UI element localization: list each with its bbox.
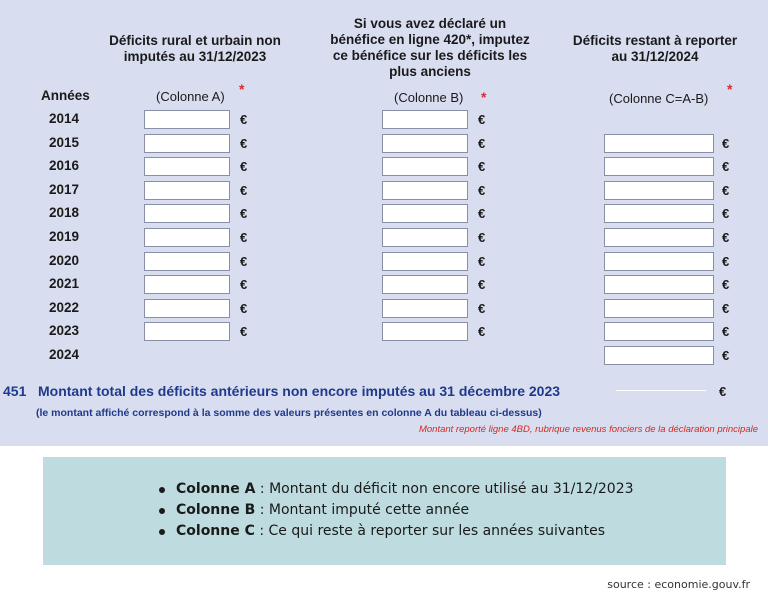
colB-input[interactable] xyxy=(382,299,468,318)
euro-sign: € xyxy=(478,301,486,316)
year-label: 2021 xyxy=(49,276,80,291)
colB-required-mark: * xyxy=(481,89,487,105)
colB-input[interactable] xyxy=(382,181,468,200)
euro-sign: € xyxy=(478,112,486,127)
total-label: Montant total des déficits antérieurs non encore imputés au 31 décembre 2023 xyxy=(38,383,561,399)
colA-required-mark: * xyxy=(239,81,245,97)
euro-sign: € xyxy=(478,254,486,269)
euro-sign: € xyxy=(478,136,486,151)
colA-input[interactable] xyxy=(144,228,230,247)
colC-input[interactable] xyxy=(604,134,714,153)
year-label: 2017 xyxy=(49,182,80,197)
colC-input[interactable] xyxy=(604,157,714,176)
euro-sign: € xyxy=(478,183,486,198)
year-label: 2015 xyxy=(49,135,80,150)
colC-input[interactable] xyxy=(604,322,714,341)
euro-sign: € xyxy=(478,324,486,339)
total-note: (le montant affiché correspond à la somme des valeurs présentes en colonne A du tableau ci-dessus) xyxy=(36,407,542,419)
colC-input[interactable] xyxy=(604,299,714,318)
colA-input[interactable] xyxy=(144,275,230,294)
euro-sign: € xyxy=(240,136,248,151)
euro-sign: € xyxy=(722,301,730,316)
colA-input[interactable] xyxy=(144,322,230,341)
euro-sign: € xyxy=(722,206,730,221)
year-label: 2022 xyxy=(49,300,80,315)
euro-sign: € xyxy=(240,206,248,221)
colB-input[interactable] xyxy=(382,204,468,223)
euro-sign: € xyxy=(240,183,248,198)
colC-label: (Colonne C=A-B) xyxy=(609,91,709,106)
euro-sign: € xyxy=(240,277,248,292)
euro-sign: € xyxy=(240,254,248,269)
colB-label: (Colonne B) xyxy=(394,90,464,105)
colA-input[interactable] xyxy=(144,299,230,318)
euro-sign: € xyxy=(722,136,730,151)
legend-box xyxy=(43,457,726,565)
colB-header: Si vous avez déclaré un bénéfice en ligne 420*, imputez ce bénéfice sur les déficits les plus anciens xyxy=(330,16,530,79)
line-number-451: 451 xyxy=(3,383,27,399)
colB-input[interactable] xyxy=(382,110,468,129)
colC-input[interactable] xyxy=(604,275,714,294)
colB-input[interactable] xyxy=(382,322,468,341)
euro-sign: € xyxy=(240,324,248,339)
colA-input[interactable] xyxy=(144,204,230,223)
years-header: Années xyxy=(41,88,90,103)
colA-input[interactable] xyxy=(144,134,230,153)
legend-item-colA: Colonne A : Montant du déficit non encore utilisé au 31/12/2023 xyxy=(159,479,634,500)
legend-item-colC: Colonne C : Ce qui reste à reporter sur les années suivantes xyxy=(159,521,634,542)
euro-sign: € xyxy=(240,230,248,245)
colB-input[interactable] xyxy=(382,275,468,294)
total-value-field[interactable] xyxy=(616,390,706,391)
euro-sign: € xyxy=(719,384,727,399)
euro-sign: € xyxy=(722,348,730,363)
colC-input[interactable] xyxy=(604,346,714,365)
year-label: 2019 xyxy=(49,229,80,244)
euro-sign: € xyxy=(478,159,486,174)
colB-input[interactable] xyxy=(382,134,468,153)
year-label: 2014 xyxy=(49,111,80,126)
euro-sign: € xyxy=(722,277,730,292)
year-label: 2023 xyxy=(49,323,80,338)
colA-input[interactable] xyxy=(144,181,230,200)
euro-sign: € xyxy=(240,112,248,127)
colC-input[interactable] xyxy=(604,228,714,247)
legend-item-colB: Colonne B : Montant imputé cette année xyxy=(159,500,634,521)
colA-label: (Colonne A) xyxy=(156,89,225,104)
year-label: 2016 xyxy=(49,158,80,173)
euro-sign: € xyxy=(478,230,486,245)
euro-sign: € xyxy=(722,159,730,174)
euro-sign: € xyxy=(478,206,486,221)
report-note: Montant reporté ligne 4BD, rubrique revenus fonciers de la déclaration principale xyxy=(418,424,758,435)
year-label: 2018 xyxy=(49,205,80,220)
legend-list xyxy=(159,479,634,542)
euro-sign: € xyxy=(722,183,730,198)
euro-sign: € xyxy=(722,230,730,245)
euro-sign: € xyxy=(722,324,730,339)
euro-sign: € xyxy=(722,254,730,269)
colC-input[interactable] xyxy=(604,252,714,271)
colC-header: Déficits restant à reporter au 31/12/2024 xyxy=(572,33,738,64)
colA-input[interactable] xyxy=(144,110,230,129)
colC-input[interactable] xyxy=(604,181,714,200)
colB-input[interactable] xyxy=(382,228,468,247)
euro-sign: € xyxy=(478,277,486,292)
colA-input[interactable] xyxy=(144,157,230,176)
colA-input[interactable] xyxy=(144,252,230,271)
colC-input[interactable] xyxy=(604,204,714,223)
colC-required-mark: * xyxy=(727,81,733,97)
colB-input[interactable] xyxy=(382,252,468,271)
source-caption: source : economie.gouv.fr xyxy=(607,578,750,591)
year-label: 2024 xyxy=(49,347,80,362)
year-label: 2020 xyxy=(49,253,80,268)
colA-header: Déficits rural et urbain non imputés au 31/12/2023 xyxy=(109,33,281,64)
colB-input[interactable] xyxy=(382,157,468,176)
euro-sign: € xyxy=(240,159,248,174)
euro-sign: € xyxy=(240,301,248,316)
